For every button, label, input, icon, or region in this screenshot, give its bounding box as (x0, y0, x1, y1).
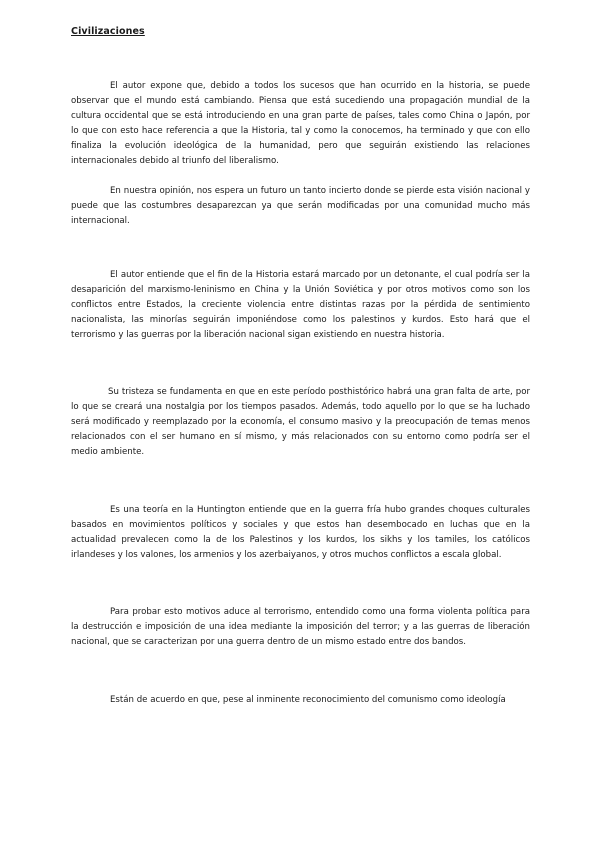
paragraph-6: Para probar esto motivos aduce al terrorismo, entendido como una forma violenta política para la destrucción e imposición de una idea mediante la imposición del terror; y a las guerras de liberación nacional, que se caracterizan por una guerra dentro de un mismo estado entre dos bandos. (71, 607, 530, 648)
paragraph-7: Están de acuerdo en que, pese al inminente reconocimiento del comunismo como ideología (110, 695, 506, 705)
document-title: Civilizaciones (71, 26, 145, 37)
paragraph-4: Su tristeza se fundamenta en que en este período posthistórico habrá una gran falta de arte, por lo que se creará una nostalgia por los tiempos pasados. Además, todo aquello por lo que se ha luchado será modificado y reemplazado por la economía, el consumo masivo y la preocupación de temas menos relacionados con el ser humano en sí mismo, y más relacionados con su entorno como podría ser el medio ambiente. (71, 387, 530, 458)
paragraph-2: En nuestra opinión, nos espera un futuro un tanto incierto donde se pierde esta visión nacional y puede que las costumbres desaparezcan ya que serán modificadas por una comunidad mucho más internacional. (71, 186, 530, 227)
paragraph-1: El autor expone que, debido a todos los sucesos que han ocurrido en la historia, se puede observar que el mundo está cambiando. Piensa que está sucediendo una propagación mundial de la cultura occidental que se está introduciendo en una gran parte de países, tales como China o Japón, por lo que con esto hace referencia a que la Historia, tal y como la conocemos, ha terminado y que con ello finaliza la evolución ideológica de la humanidad, pero que seguirán existiendo las relaciones internacionales debido al triunfo del liberalismo. (71, 81, 530, 167)
paragraph-5: Es una teoría en la Huntington entiende que en la guerra fría hubo grandes choques culturales basados en movimientos políticos y sociales y que estos han desembocado en luchas que en la actualidad prevalecen como la de los Palestinos y los kurdos, los sikhs y los tamiles, los católicos irlandeses y los valones, los armenios y los azerbaiyanos, y otros muchos conflictos a escala global. (71, 505, 530, 561)
paragraph-3: El autor entiende que el fin de la Historia estará marcado por un detonante, el cual podría ser la desaparición del marxismo-leninismo en China y la Unión Soviética y por otros motivos como son los conflictos entre Estados, la creciente violencia entre distintas razas por la pérdida de sentimiento nacionalista, las minorías seguirán imponiéndose como los palestinos y kurdos. Esto hará que el terrorismo y las guerras por la liberación nacional sigan existiendo en nuestra historia. (71, 270, 530, 341)
